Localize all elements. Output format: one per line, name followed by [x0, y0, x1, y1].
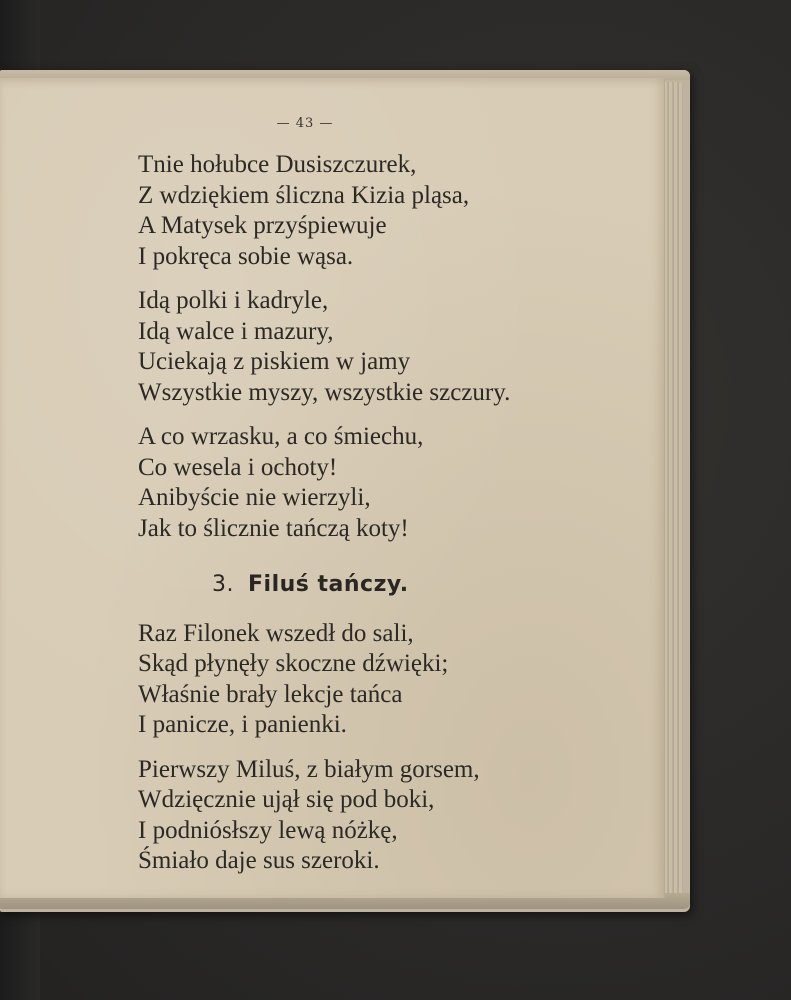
- stanza: [138, 422, 638, 544]
- verse-line: I podniósłszy lewą nóżkę,: [138, 816, 398, 844]
- verse-line: Uciekają z piskiem w jamy: [138, 348, 411, 375]
- stanza: [138, 150, 638, 272]
- verse-line: Tnie hołubce Dusiszczurek,: [138, 151, 417, 178]
- section-number: 3.: [212, 572, 234, 597]
- verse-line: I pokręca sobie wąsa.: [138, 242, 354, 270]
- verse-line: Z wdziękiem śliczna Kizia pląsa,: [138, 181, 470, 209]
- page-number: — 43 —: [276, 116, 334, 131]
- verse-line: Wszystkie myszy, wszystkie szczury.: [138, 378, 511, 406]
- section-title: Filuś tańczy.: [248, 572, 409, 597]
- section-heading: [212, 570, 638, 601]
- verse-line: A Matysek przyśpiewuje: [138, 212, 387, 239]
- verse-line: Raz Filonek wszedł do sali,: [138, 619, 414, 647]
- verse-line: Śmiało daje sus szeroki.: [138, 847, 380, 874]
- stanza: [138, 755, 638, 877]
- page-content: [138, 150, 638, 891]
- verse-line: Właśnie brały lekcje tańca: [138, 680, 403, 708]
- stanza: [138, 286, 638, 408]
- verse-line: Wdzięcznie ujął się pod boki,: [138, 786, 435, 813]
- stanza: [138, 619, 638, 741]
- verse-line: Skąd płynęły skoczne dźwięki;: [138, 650, 449, 677]
- verse-line: Anibyście nie wierzyli,: [138, 484, 371, 511]
- book-page: [0, 78, 665, 898]
- verse-line: I panicze, i panienki.: [138, 711, 347, 738]
- verse-line: Pierwszy Miluś, z białym gorsem,: [138, 755, 480, 783]
- verse-line: A co wrzasku, a co śmiechu,: [138, 423, 424, 450]
- verse-line: Co wesela i ochoty!: [138, 453, 338, 481]
- verse-line: Jak to ślicznie tańczą koty!: [138, 514, 409, 542]
- verse-line: Idą walce i mazury,: [138, 317, 334, 345]
- verse-line: Idą polki i kadryle,: [138, 287, 329, 314]
